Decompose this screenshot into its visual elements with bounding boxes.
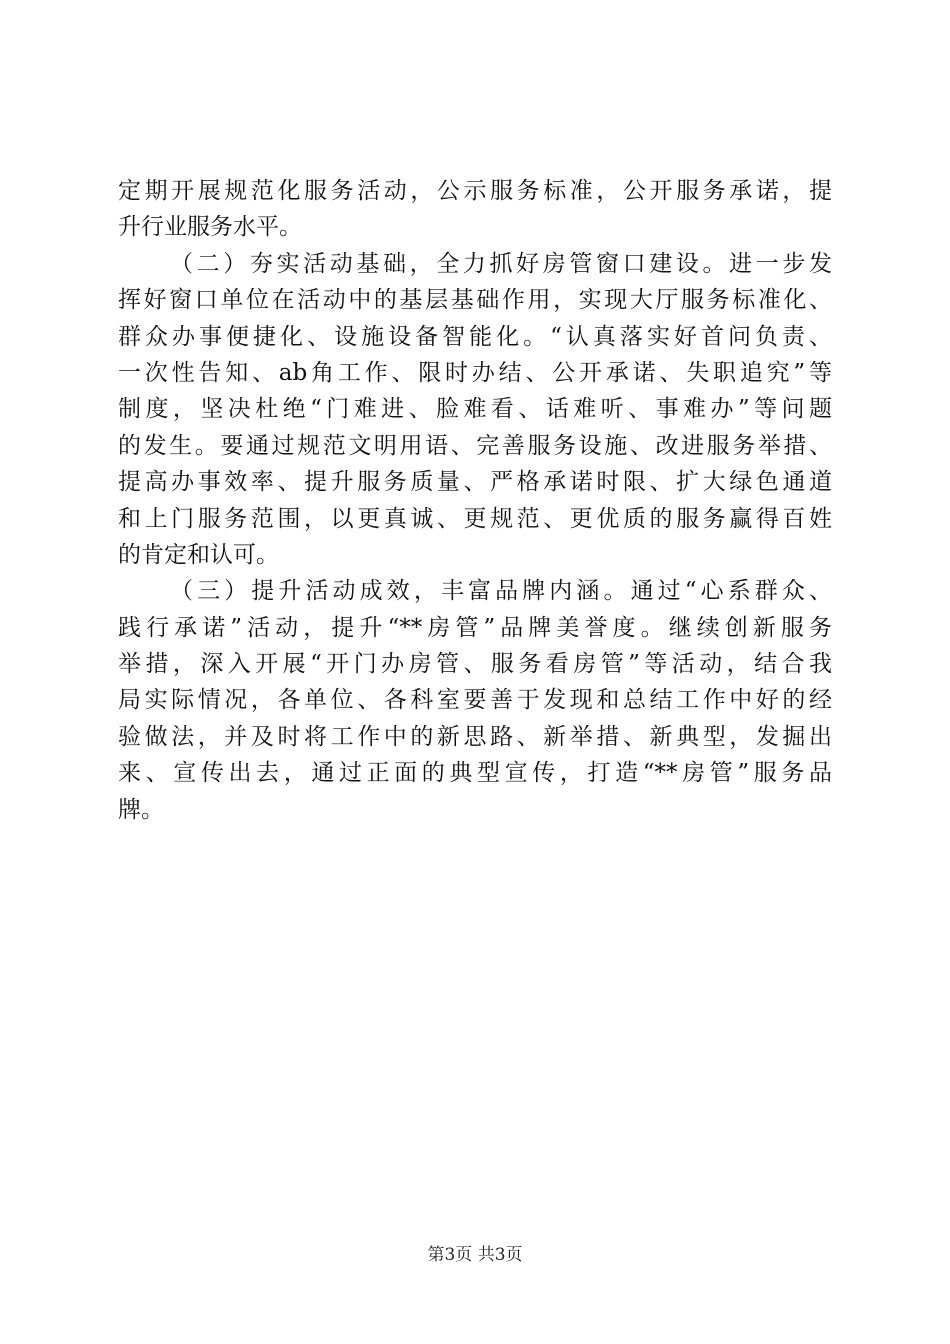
document-body (118, 173, 832, 828)
text-line: 来、宣传出去，通过正面的典型宣传，打造“**房管”服务品 (118, 760, 832, 787)
text-line: 和上门服务范围，以更真诚、更规范、更优质的服务赢得百姓 (118, 505, 832, 532)
text-line: 升行业服务水平。 (118, 214, 302, 241)
text-line: 践行承诺”活动，提升“**房管”品牌美誉度。继续创新服务 (118, 614, 832, 641)
page-footer: 第3页 共3页 (427, 1245, 523, 1265)
text-line: 定期开展规范化服务活动，公示服务标准，公开服务承诺，提 (118, 178, 832, 204)
text-line: 验做法，并及时将工作中的新思路、新举措、新典型，发掘出 (118, 723, 832, 750)
text-line: 制度，坚决杜绝“门难进、脸难看、话难听、事难办”等问题 (118, 396, 832, 423)
text-line: 牌。 (118, 796, 164, 823)
text-line: 群众办事便捷化、设施设备智能化。“认真落实好首问负责、 (118, 323, 832, 350)
text-line: 一次性告知、ab角工作、限时办结、公开承诺、失职追究”等 (118, 359, 832, 386)
text-line: 挥好窗口单位在活动中的基层基础作用，实现大厅服务标准化、 (118, 287, 832, 314)
paragraph-start-line: （二）夯实活动基础，全力抓好房管窗口建设。进一步发 (170, 250, 832, 277)
text-line: 的肯定和认可。 (118, 541, 279, 568)
paragraph-start-line: （三）提升活动成效，丰富品牌内涵。通过“心系群众、 (170, 578, 832, 605)
text-line: 的发生。要通过规范文明用语、完善服务设施、改进服务举措、 (118, 432, 832, 459)
text-line: 提高办事效率、提升服务质量、严格承诺时限、扩大绿色通道 (118, 469, 832, 496)
text-line: 局实际情况，各单位、各科室要善于发现和总结工作中好的经 (118, 687, 832, 714)
text-line: 举措，深入开展“开门办房管、服务看房管”等活动，结合我 (118, 651, 832, 678)
